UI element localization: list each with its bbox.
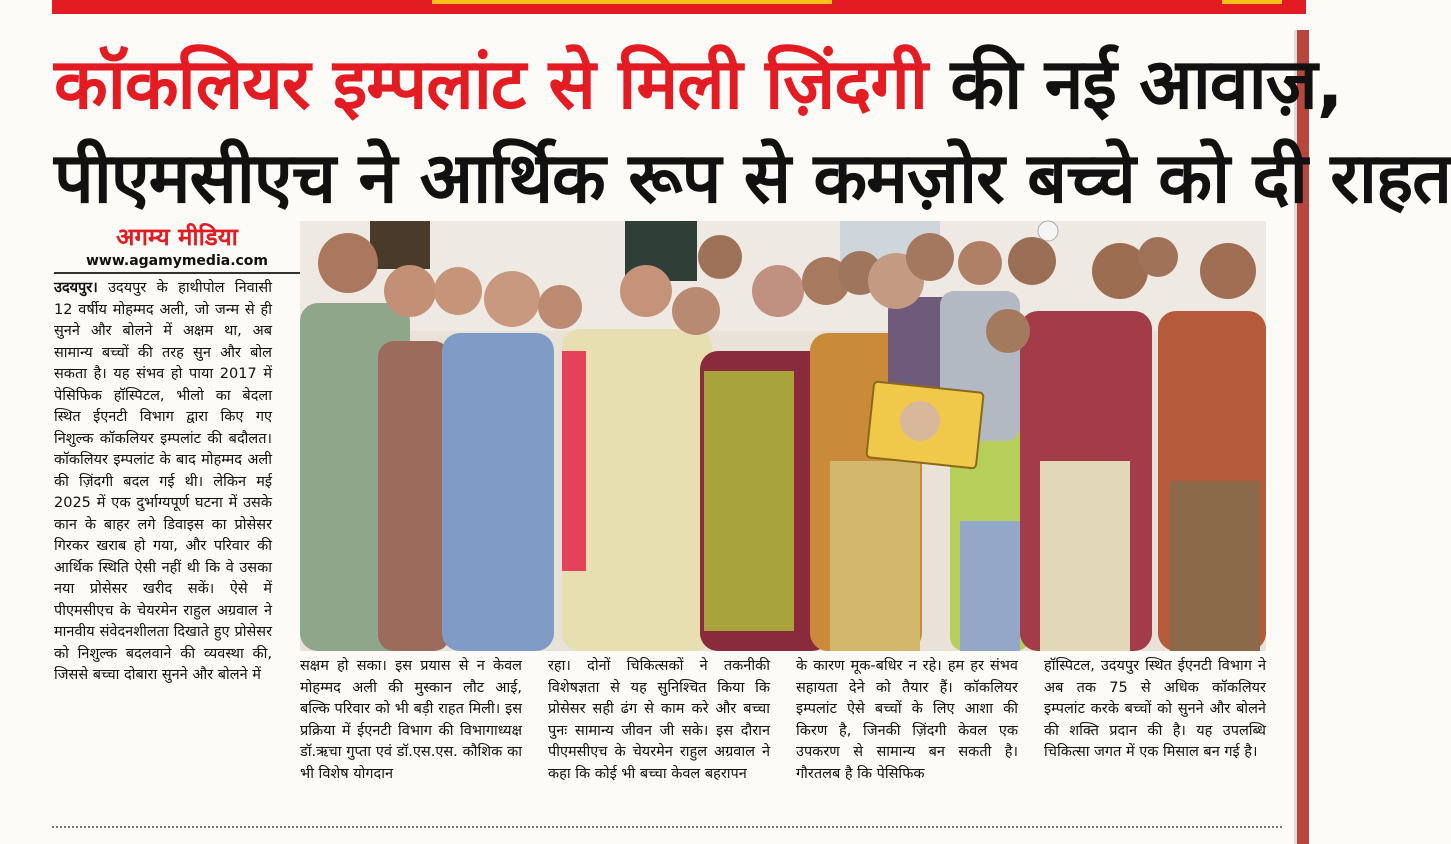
dateline: उदयपुर।: [54, 280, 98, 296]
headline-line-2: पीएमसीएच ने आर्थिक रूप से कमज़ोर बच्चे को दी राहत: [54, 137, 1451, 219]
headline-black-part: की नई आवाज़,: [950, 43, 1343, 125]
article-column-2: [300, 656, 522, 785]
group-photo: [300, 221, 1266, 651]
bottom-dotted-rule: [52, 826, 1282, 828]
article-text-4: के कारण मूक-बधिर न रहे। हम हर संभव सहायता देने को तैयार हैं। कॉकलियर इम्पलांट ऐसे बच्चों के लिए आशा की किरण है, जिनकी ज़िंदगी केवल एक उपकरण से सामान्य बन सकती है। गौरतलब है कि पेसिफिक: [796, 658, 1018, 782]
top-accent-stripe-right: [1222, 0, 1282, 4]
article-column-1: [54, 278, 272, 687]
group-photo-illustration: [300, 221, 1266, 651]
top-red-bar: [52, 0, 1306, 14]
article-text-3: रहा। दोनों चिकित्सकों ने तकनीकी विशेषज्ञता से यह सुनिश्चित किया कि प्रोसेसर सही ढंग से काम करे और बच्चा पुनः सामान्य जीवन जी सके। इस दौरान पीएमसीएच के चेयरमेन राहुल अग्रवाल ने कहा कि कोई भी बच्चा केवल बहरापन: [548, 658, 770, 782]
article-text-2: सक्षम हो सका। इस प्रयास से न केवल मोहम्मद अली की मुस्कान लौट आई, बल्कि परिवार को भी बड़ी राहत मिली। इस प्रक्रिया में ईएनटी विभाग की विभागाध्यक्ष डॉ.ऋचा गुप्ता एवं डॉ.एस.एस. कौशिक का भी विशेष योगदान: [300, 658, 522, 782]
headline-line-1: [54, 38, 1342, 130]
logo-url: www.agamymedia.com: [54, 252, 300, 274]
article-text-1: उदयपुर के हाथीपोल निवासी 12 वर्षीय मोहम्मद अली, जो जन्म से ही सुनने और बोलने में अक्षम था, अब सामान्य बच्चों की तरह सुन और बोल सकता है। यह संभव हो पाया 2017 में पेसिफिक हॉस्पिटल, भीलो का बेदला स्थित ईएनटी विभाग द्वारा किए गए निशुल्क कॉकलियर इम्पलांट की बदौलत। कॉकलियर इम्पलांट के बाद मोहम्मद अली की ज़िंदगी बदल गई थी। लेकिन मई 2025 में एक दुर्भाग्यपूर्ण घटना में उसके कान के बाहर लगे डिवाइस का प्रोसेसर गिरकर खराब हो गया, और परिवार की आर्थिक स्थिति ऐसी नहीं थी कि वे उसका नया प्रोसेसर खरीद सकें। ऐसे में पीएमसीएच के चेयरमेन राहुल अग्रवाल ने मानवीय संवेदनशीलता दिखाते हुए प्रोसेसर को निशुल्क बदलवाने की व्यवस्था की, जिससे बच्चा दोबारा सुनने और बोलने में: [54, 280, 272, 683]
article-column-4: [796, 656, 1018, 785]
logo-brand-text: अगम्य मीडिया: [116, 222, 238, 251]
agamy-media-logo: [54, 222, 300, 274]
headline-red-part: कॉकलियर इम्पलांट से मिली ज़िंदगी: [54, 43, 927, 125]
top-accent-stripe: [432, 0, 832, 4]
article-column-3: [548, 656, 770, 785]
article-text-5: हॉस्पिटल, उदयपुर स्थित ईएनटी विभाग ने अब तक 75 से अधिक कॉकलियर इम्पलांट करके बच्चों को सुनने और बोलने की शक्ति प्रदान की है। यह उपलब्धि चिकित्सा जगत में एक मिसाल बन गई है।: [1044, 658, 1266, 760]
article-column-5: [1044, 656, 1266, 764]
